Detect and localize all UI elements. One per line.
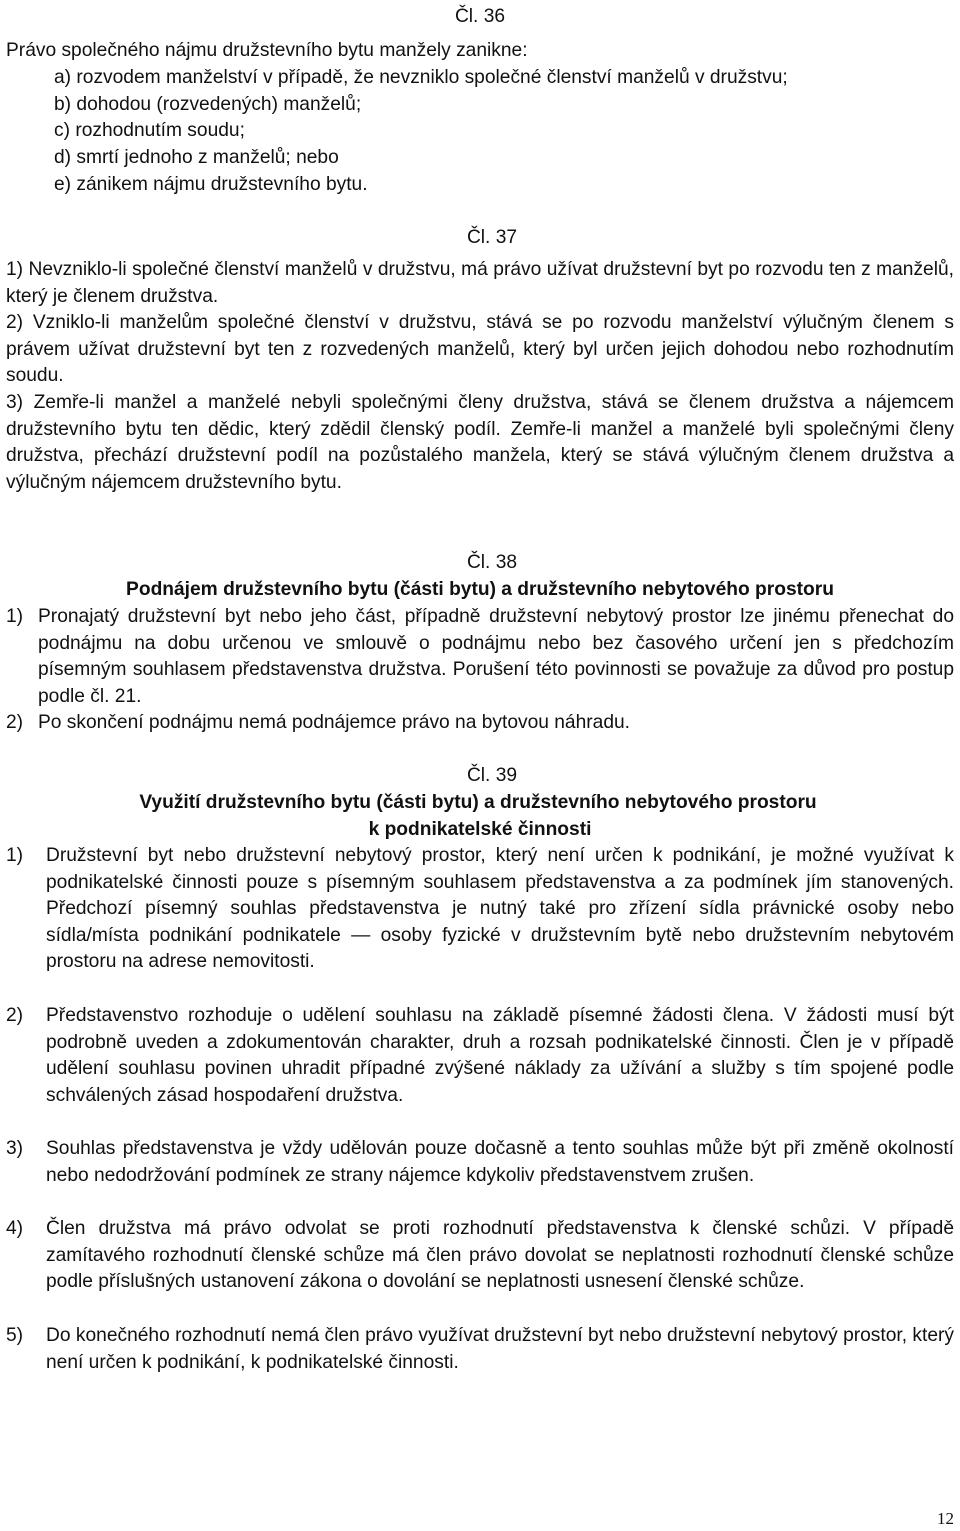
article-39-item-5-number: 5) xyxy=(6,1325,24,1346)
article-36-item-b: b) dohodou (rozvedených) manželů; xyxy=(54,94,362,115)
article-39-heading: Čl. 39 xyxy=(466,765,518,786)
page-number: 12 xyxy=(937,1509,954,1528)
article-39-item-3-text: Souhlas představenstva je vždy udělován pouze dočasně a tento souhlas může být při změně okolností nebo nedodržování podmínek ze strany nájemce kdykoliv představenstvem zrušen. xyxy=(46,1138,954,1186)
article-38-heading: Čl. 38 xyxy=(466,552,518,573)
article-39-item-4-number: 4) xyxy=(6,1218,24,1239)
article-39-item-3-number: 3) xyxy=(6,1138,24,1159)
article-39-item-4-text: Člen družstva má právo odvolat se proti rozhodnutí představenstva k členské schůzi. V případě zamítavého rozhodnutí členské schůze má člen právo dovolat se neplatnosti rozhodnutí členské schůze podle příslušných ustanovení zákona o dovolání se neplatnosti usnesení členské schůze. xyxy=(46,1218,954,1293)
article-38-item-2-text: Po skončení podnájmu nemá podnájemce právo na bytovou náhradu. xyxy=(38,712,631,733)
article-36-item-e: e) zánikem nájmu družstevního bytu. xyxy=(54,174,368,195)
article-39-item-2-text: Představenstvo rozhoduje o udělení souhlasu na základě písemné žádosti člena. V žádosti musí být podrobně uveden a zdokumentován charakter, druh a rozsah podnikatelské činnosti. Člen je v případě udělení souhlasu povinen uhradit případné zvýšené náklady za užívání a služby s tím spojené podle schválených zásad hospodaření družstva. xyxy=(46,1005,954,1106)
article-39-item-1-number: 1) xyxy=(6,845,24,866)
article-39-item-1-text: Družstevní byt nebo družstevní nebytový prostor, který není určen k podnikání, je možné využívat k podnikatelské činnosti pouze s písemným souhlasem představenstva a za podmínek jím stanovených. Předchozí písemný souhlas představenstva je nutný také pro zřízení sídla právnické osoby nebo sídla/místa podnikání podnikatele — osoby fyzické v družstevním bytě nebo družstevním nebytovém prostoru na adrese nemovitosti. xyxy=(46,845,954,973)
article-36-item-c: c) rozhodnutím soudu; xyxy=(54,120,245,141)
article-36-item-a: a) rozvodem manželství v případě, že nevzniklo společné členství manželů v družstvu; xyxy=(54,67,788,88)
article-37-para-1: 1) Nevzniklo-li společné členství manželů v družstvu, má právo užívat družstevní byt po rozvodu ten z manželů, který je členem družstva. xyxy=(6,259,954,307)
article-36-intro: Právo společného nájmu družstevního bytu manžely zanikne: xyxy=(6,40,528,61)
article-38-title: Podnájem družstevního bytu (části bytu) a družstevního nebytového prostoru xyxy=(126,579,834,600)
article-37-heading: Čl. 37 xyxy=(466,227,518,248)
article-37-para-3: 3) Zemře-li manžel a manželé nebyli společnými členy družstva, stává se členem družstva a nájemcem družstevního bytu ten dědic, který zdědil členský podíl. Zemře-li manžel a manželé byli společnými členy družstva, přechází družstevní podíl na pozůstalého manžela, který se stává výlučným členem družstva a výlučným nájemcem družstevního bytu. xyxy=(6,392,954,493)
article-39-title-line-2: k podnikatelské činnosti xyxy=(368,819,592,840)
article-38-item-2-number: 2) xyxy=(6,712,24,733)
article-36-item-d: d) smrtí jednoho z manželů; nebo xyxy=(54,147,339,168)
article-38-item-1-text: Pronajatý družstevní byt nebo jeho část, případně družstevní nebytový prostor lze jinému přenechat do podnájmu na dobu určenou ve smlouvě o podnájmu nebo bez časového určení jen s předchozím písemným souhlasem představenstva družstva. Porušení této povinnosti se považuje za důvod pro postup podle čl. 21. xyxy=(38,606,954,707)
article-39-title-line-1: Využití družstevního bytu (části bytu) a družstevního nebytového prostoru xyxy=(139,792,817,813)
article-36-heading: Čl. 36 xyxy=(454,6,506,27)
article-38-item-1-number: 1) xyxy=(6,606,24,627)
article-39-item-2-number: 2) xyxy=(6,1005,24,1026)
article-39-item-5-text: Do konečného rozhodnutí nemá člen právo využívat družstevní byt nebo družstevní nebytový prostor, který není určen k podnikání, k podnikatelské činnosti. xyxy=(46,1325,954,1373)
article-37-para-2: 2) Vzniklo-li manželům společné členství v družstvu, stává se po rozvodu manželství výlučným členem s právem užívat družstevní byt ten z rozvedených manželů, který byl určen jejich dohodou nebo rozhodnutím soudu. xyxy=(6,312,954,387)
